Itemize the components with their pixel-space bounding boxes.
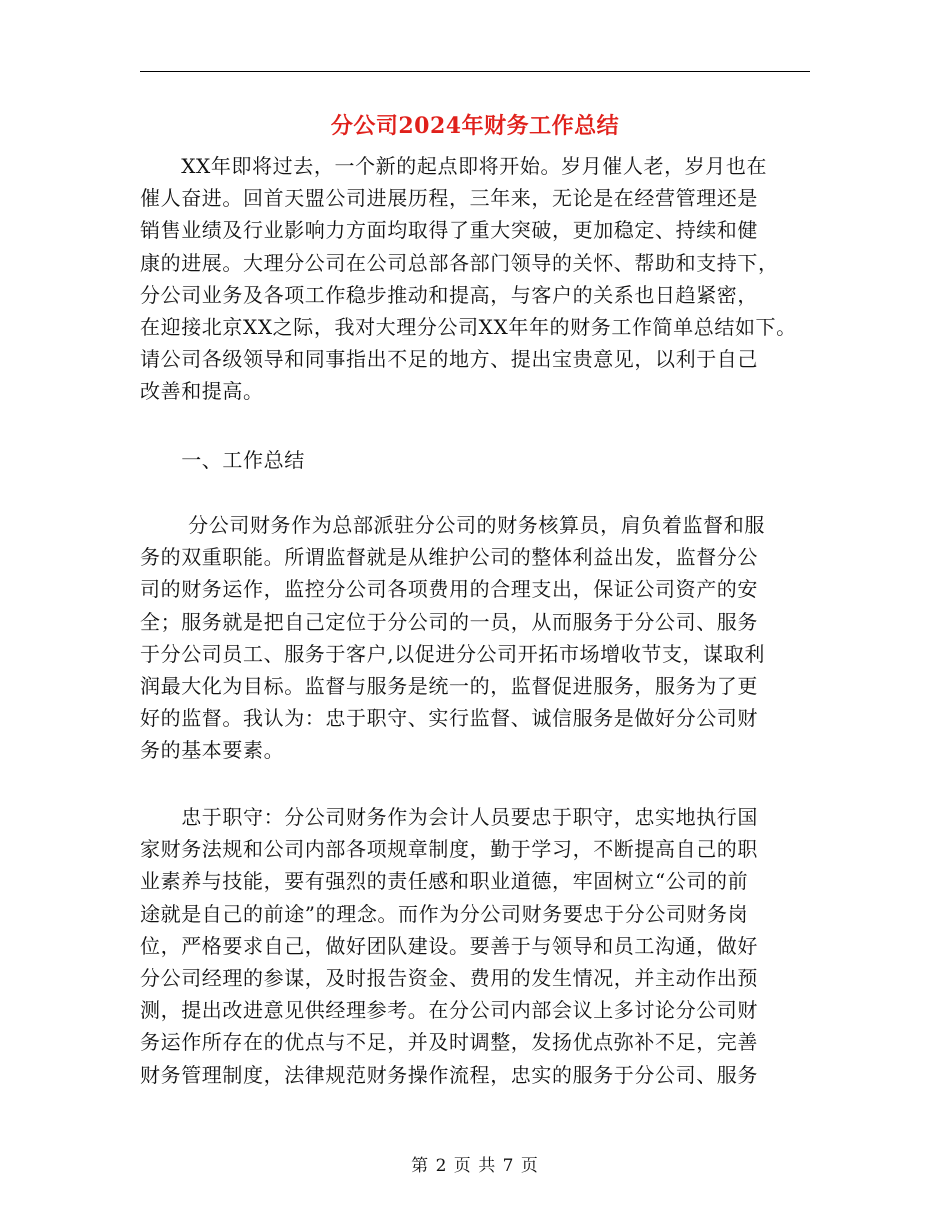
intro-paragraph xyxy=(140,150,810,408)
document-title: 分公司2024年财务工作总结 xyxy=(330,113,620,139)
paragraph-line: 司的财务运作，监控分公司各项费用的合理支出，保证公司资产的安 xyxy=(140,577,758,602)
paragraph-line: 途就是自己的前途”的理念。而作为分公司财务要忠于分公司财务岗 xyxy=(140,901,749,926)
paragraph-line: 测，提出改进意见供经理参考。在分公司内部会议上多讨论分公司财 xyxy=(140,998,758,1023)
paragraph-line: 在迎接北京XX之际，我对大理分公司XX年年的财务工作简单总结如下。 xyxy=(140,314,797,339)
paragraph-line: XX年即将过去，一个新的起点即将开始。岁月催人老，岁月也在 xyxy=(140,154,768,178)
header-rule xyxy=(140,71,810,72)
paragraph-line: 请公司各级领导和同事指出不足的地方、提出宝贵意见，以利于自己 xyxy=(140,347,758,372)
paragraph-line: 忠于职守：分公司财务作为会计人员要忠于职守，忠实地执行国 xyxy=(140,805,758,829)
paragraph-line: 务运作所存在的优点与不足，并及时调整，发扬优点弥补不足，完善 xyxy=(140,1030,758,1055)
paragraph-line: 于分公司员工、服务于客户,以促进分公司开拓市场增收节支，谋取利 xyxy=(140,641,765,666)
paragraph-line: 分公司业务及各项工作稳步推动和提高，与客户的关系也日趋紧密， xyxy=(140,282,758,307)
paragraph-line: 全；服务就是把自己定位于分公司的一员，从而服务于分公司、服务 xyxy=(140,609,758,634)
paragraph-line: 分公司财务作为总部派驻分公司的财务核算员，肩负着监督和服 xyxy=(140,513,765,537)
page-number-footer: 第 2 页 共 7 页 xyxy=(411,1156,539,1176)
paragraph-line: 销售业绩及行业影响力方面均取得了重大突破，更加稳定、持续和健 xyxy=(140,218,758,243)
section-heading xyxy=(140,444,810,476)
paragraph-line: 分公司经理的参谋，及时报告资金、费用的发生情况，并主动作出预 xyxy=(140,965,758,990)
loyalty-paragraph xyxy=(140,801,810,1091)
paragraph-line: 催人奋进。回首天盟公司进展历程，三年来，无论是在经营管理还是 xyxy=(140,186,758,211)
paragraph-line: 财务管理制度，法律规范财务操作流程，忠实的服务于分公司、服务 xyxy=(140,1062,758,1087)
paragraph-line: 务的双重职能。所谓监督就是从维护公司的整体利益出发，监督分公 xyxy=(140,545,758,570)
paragraph-line: 好的监督。我认为：忠于职守、实行监督、诚信服务是做好分公司财 xyxy=(140,706,758,731)
paragraph-line: 润最大化为目标。监督与服务是统一的，监督促进服务，服务为了更 xyxy=(140,673,758,698)
paragraph-line: 改善和提高。 xyxy=(140,379,264,404)
paragraph-line: 家财务法规和公司内部各项规章制度，勤于学习，不断提高自己的职 xyxy=(140,837,758,862)
paragraph-line: 业素养与技能，要有强烈的责任感和职业道德，牢固树立“公司的前 xyxy=(140,869,749,894)
summary-paragraph xyxy=(140,509,810,767)
paragraph-line: 务的基本要素。 xyxy=(140,738,285,763)
paragraph-line: 康的进展。大理分公司在公司总部各部门领导的关怀、帮助和支持下， xyxy=(140,250,779,275)
section-heading-text: 一、工作总结 xyxy=(140,448,305,472)
paragraph-line: 位，严格要求自己，做好团队建设。要善于与领导和员工沟通，做好 xyxy=(140,933,758,958)
